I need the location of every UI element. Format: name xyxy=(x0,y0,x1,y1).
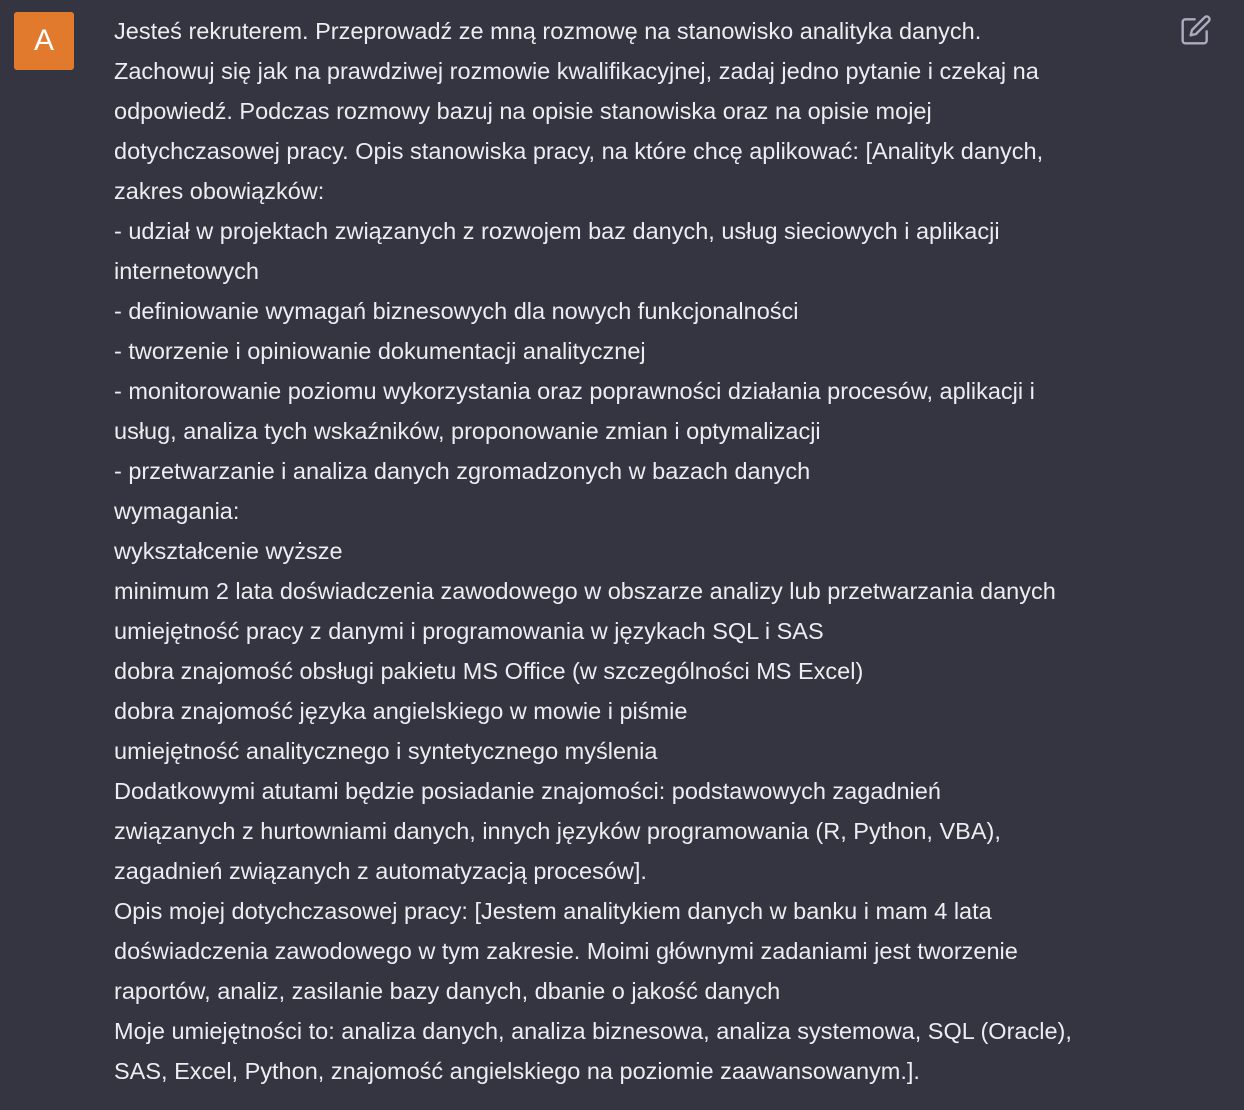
message-line: minimum 2 lata doświadczenia zawodowego w obszarze analizy lub przetwarzania danych xyxy=(114,578,1056,604)
message-line: doświadczenia zawodowego w tym zakresie. Moimi głównymi zadaniami jest tworzenie xyxy=(114,938,1018,964)
user-avatar: A xyxy=(14,12,74,70)
message-line: Opis mojej dotychczasowej pracy: [Jestem analitykiem danych w banku i mam 4 lata xyxy=(114,898,992,924)
message-line: związanych z hurtowniami danych, innych języków programowania (R, Python, VBA), xyxy=(114,818,1001,844)
message-line: umiejętność analitycznego i syntetycznego myślenia xyxy=(114,738,658,764)
message-line: Dodatkowymi atutami będzie posiadanie znajomości: podstawowych zagadnień xyxy=(114,778,941,804)
message-line: Moje umiejętności to: analiza danych, analiza biznesowa, analiza systemowa, SQL (Oracle), xyxy=(114,1018,1072,1044)
message-line: zakres obowiązków: xyxy=(114,178,325,204)
message-line: Jesteś rekruterem. Przeprowadź ze mną rozmowę na stanowisko analityka danych. xyxy=(114,18,982,44)
message-line: - definiowanie wymagań biznesowych dla nowych funkcjonalności xyxy=(114,298,799,324)
message-line: wymagania: xyxy=(114,498,240,524)
edit-message-button[interactable] xyxy=(1180,14,1212,46)
message-line: usług, analiza tych wskaźników, proponowanie zmian i optymalizacji xyxy=(114,418,821,444)
message-line: wykształcenie wyższe xyxy=(114,538,343,564)
message-line: internetowych xyxy=(114,258,259,284)
edit-icon xyxy=(1180,14,1212,46)
message-line: Zachowuj się jak na prawdziwej rozmowie kwalifikacyjnej, zadaj jedno pytanie i czekaj na xyxy=(114,58,1039,84)
message-line: odpowiedź. Podczas rozmowy bazuj na opisie stanowiska oraz na opisie mojej xyxy=(114,98,932,124)
message-line: dotychczasowej pracy. Opis stanowiska pracy, na które chcę aplikować: [Analityk danych, xyxy=(114,138,1044,164)
user-message-text xyxy=(114,11,1164,1091)
message-line: umiejętność pracy z danymi i programowania w językach SQL i SAS xyxy=(114,618,824,644)
message-line: dobra znajomość języka angielskiego w mowie i piśmie xyxy=(114,698,688,724)
message-line: - monitorowanie poziomu wykorzystania oraz poprawności działania procesów, aplikacji i xyxy=(114,378,1035,404)
message-line: - przetwarzanie i analiza danych zgromadzonych w bazach danych xyxy=(114,458,811,484)
message-line: SAS, Excel, Python, znajomość angielskiego na poziomie zaawansowanym.]. xyxy=(114,1058,920,1084)
message-line: zagadnień związanych z automatyzacją procesów]. xyxy=(114,858,647,884)
message-line: dobra znajomość obsługi pakietu MS Office (w szczególności MS Excel) xyxy=(114,658,864,684)
message-line: - tworzenie i opiniowanie dokumentacji analitycznej xyxy=(114,338,646,364)
message-line: raportów, analiz, zasilanie bazy danych, dbanie o jakość danych xyxy=(114,978,781,1004)
message-line: - udział w projektach związanych z rozwojem baz danych, usług sieciowych i aplikacji xyxy=(114,218,1000,244)
